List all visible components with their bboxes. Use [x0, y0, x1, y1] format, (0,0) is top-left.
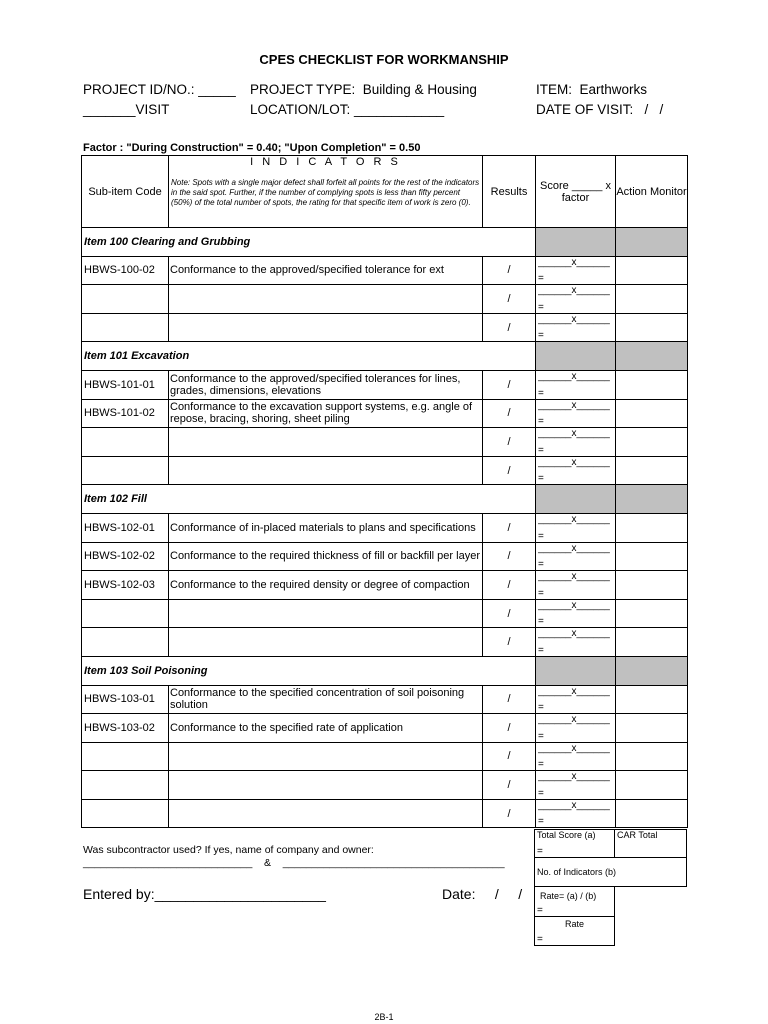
indicator-text[interactable]: Conformance to the specified rate of application: [169, 714, 483, 743]
action-monitor-header: Action Monitor: [616, 156, 688, 228]
rate-eq: =: [537, 934, 543, 945]
visit-field: _______VISIT: [83, 102, 170, 117]
score-multiplier: ______x______: [538, 399, 610, 411]
section-shaded-cell: [536, 656, 616, 685]
score-equals: =: [538, 587, 544, 599]
results-cell[interactable]: /: [483, 714, 536, 743]
section-shaded-cell: [616, 228, 688, 257]
score-cell[interactable]: [536, 370, 616, 399]
score-cell[interactable]: [536, 685, 616, 714]
page-number: 2B-1: [374, 1012, 394, 1022]
score-equals: =: [538, 559, 544, 571]
subitem-code[interactable]: HBWS-103-01: [82, 685, 169, 714]
score-multiplier: ______x______: [538, 256, 610, 268]
score-multiplier: ______x______: [538, 285, 610, 297]
action-monitor-cell[interactable]: [616, 542, 688, 571]
factor-note: Factor : "During Construction" = 0.40; "Upon Completion" = 0.50: [83, 142, 421, 154]
section-shaded-cell: [536, 228, 616, 257]
results-header: Results: [483, 156, 536, 228]
action-monitor-cell[interactable]: [616, 799, 688, 828]
subitem-code[interactable]: [82, 285, 169, 314]
score-equals: =: [538, 416, 544, 428]
subitem-code[interactable]: HBWS-102-03: [82, 571, 169, 600]
indicator-text[interactable]: Conformance to the required density or degree of compaction: [169, 571, 483, 600]
results-cell[interactable]: /: [483, 771, 536, 800]
subitem-code[interactable]: HBWS-101-01: [82, 370, 169, 399]
score-cell[interactable]: [536, 313, 616, 342]
indicator-text[interactable]: Conformance to the approved/specified tolerances for lines, grades, dimensions, elevations: [169, 370, 483, 399]
table-row: [82, 313, 688, 342]
subitem-code[interactable]: HBWS-102-02: [82, 542, 169, 571]
section-label: Item 103 Soil Poisoning: [82, 656, 536, 685]
score-multiplier: ______x______: [538, 456, 610, 468]
entered-by-field[interactable]: Entered by:______________________: [83, 886, 326, 902]
car-total-cell[interactable]: [615, 830, 687, 858]
rate-formula-label: Rate= (a) / (b): [540, 891, 597, 901]
action-monitor-cell[interactable]: [616, 742, 688, 771]
score-multiplier: ______x______: [538, 542, 610, 554]
score-cell[interactable]: [536, 571, 616, 600]
score-equals: =: [538, 616, 544, 628]
indicator-text[interactable]: [169, 428, 483, 457]
indicator-text[interactable]: Conformance to the required thickness of fill or backfill per layer: [169, 542, 483, 571]
table-row: [82, 370, 688, 399]
results-cell[interactable]: /: [483, 313, 536, 342]
subitem-code[interactable]: [82, 771, 169, 800]
indicator-text[interactable]: [169, 456, 483, 485]
entry-date-field[interactable]: Date: / /: [442, 886, 523, 902]
results-cell[interactable]: /: [483, 799, 536, 828]
score-equals: =: [538, 730, 544, 742]
car-total-label: CAR Total: [617, 830, 658, 840]
results-cell[interactable]: /: [483, 628, 536, 657]
section-row: [82, 485, 688, 514]
blank-cell: [615, 917, 687, 946]
table-row: [82, 742, 688, 771]
section-row: [82, 656, 688, 685]
score-multiplier: ______x______: [538, 428, 610, 440]
section-shaded-cell: [616, 485, 688, 514]
subitem-code[interactable]: HBWS-100-02: [82, 256, 169, 285]
subcontractor-line[interactable]: _____________________________ & ______________________________________: [83, 857, 505, 869]
score-equals: =: [538, 759, 544, 771]
score-header: Score _____ x factor: [536, 156, 616, 228]
indicator-text[interactable]: [169, 799, 483, 828]
project-id-field: PROJECT ID/NO.: _____: [83, 82, 236, 97]
table-row: [82, 542, 688, 571]
item-field: ITEM: Earthworks: [536, 82, 648, 97]
table-row: [82, 714, 688, 743]
subitem-code[interactable]: [82, 628, 169, 657]
subitem-code[interactable]: [82, 428, 169, 457]
score-cell[interactable]: [536, 428, 616, 457]
action-monitor-cell[interactable]: [616, 456, 688, 485]
score-cell[interactable]: [536, 742, 616, 771]
score-multiplier: ______x______: [538, 685, 610, 697]
score-cell[interactable]: [536, 771, 616, 800]
project-type-field: PROJECT TYPE: Building & Housing: [250, 82, 477, 97]
date-of-visit-field: DATE OF VISIT: / /: [536, 102, 664, 117]
checklist-table: [81, 155, 688, 828]
action-monitor-cell[interactable]: [616, 428, 688, 457]
subitem-code[interactable]: [82, 742, 169, 771]
results-cell[interactable]: /: [483, 513, 536, 542]
indicators-header: [169, 156, 483, 228]
score-equals: =: [538, 702, 544, 714]
table-header-row: [82, 156, 688, 228]
action-monitor-cell[interactable]: [616, 513, 688, 542]
subitem-code[interactable]: [82, 799, 169, 828]
results-cell[interactable]: /: [483, 370, 536, 399]
score-equals: =: [538, 816, 544, 828]
score-cell[interactable]: [536, 714, 616, 743]
results-cell[interactable]: /: [483, 456, 536, 485]
subitem-code[interactable]: HBWS-101-02: [82, 399, 169, 428]
action-monitor-cell[interactable]: [616, 399, 688, 428]
rate-formula-eq: =: [537, 905, 543, 916]
score-multiplier: ______x______: [538, 313, 610, 325]
score-equals: =: [538, 644, 544, 656]
score-cell[interactable]: [536, 799, 616, 828]
indicator-text[interactable]: Conformance of in-placed materials to plans and specifications: [169, 513, 483, 542]
score-cell[interactable]: [536, 513, 616, 542]
action-monitor-cell[interactable]: [616, 599, 688, 628]
score-cell[interactable]: [536, 599, 616, 628]
action-monitor-cell[interactable]: [616, 370, 688, 399]
score-equals: =: [538, 301, 544, 313]
indicator-text[interactable]: [169, 285, 483, 314]
table-row: [82, 628, 688, 657]
action-monitor-cell[interactable]: [616, 628, 688, 657]
section-label: Item 102 Fill: [82, 485, 536, 514]
table-row: [82, 571, 688, 600]
indicator-text[interactable]: [169, 599, 483, 628]
results-cell[interactable]: /: [483, 285, 536, 314]
score-multiplier: ______x______: [538, 742, 610, 754]
score-cell[interactable]: [536, 285, 616, 314]
score-cell[interactable]: [536, 256, 616, 285]
no-indicators-label: No. of Indicators (b): [537, 867, 617, 877]
results-cell[interactable]: /: [483, 685, 536, 714]
score-multiplier: ______x______: [538, 799, 610, 811]
action-monitor-cell[interactable]: [616, 256, 688, 285]
score-multiplier: ______x______: [538, 599, 610, 611]
score-cell[interactable]: [536, 628, 616, 657]
indicators-title: I N D I C A T O R S: [250, 156, 401, 168]
summary-table: [534, 829, 687, 946]
score-equals: =: [538, 387, 544, 399]
subitem-code[interactable]: [82, 313, 169, 342]
rate-label: Rate: [564, 919, 584, 929]
subcontractor-question: Was subcontractor used? If yes, name of company and owner:: [83, 844, 374, 856]
table-row: [82, 456, 688, 485]
indicator-text[interactable]: [169, 313, 483, 342]
table-row: [82, 256, 688, 285]
table-row: [82, 285, 688, 314]
score-cell[interactable]: [536, 542, 616, 571]
rate-cell[interactable]: [535, 917, 615, 946]
score-multiplier: ______x______: [538, 370, 610, 382]
indicator-text[interactable]: [169, 628, 483, 657]
section-shaded-cell: [536, 485, 616, 514]
action-monitor-cell[interactable]: [616, 571, 688, 600]
section-shaded-cell: [616, 342, 688, 371]
results-cell[interactable]: /: [483, 571, 536, 600]
subitem-code[interactable]: [82, 599, 169, 628]
rate-formula-cell[interactable]: [535, 887, 615, 917]
indicator-text[interactable]: Conformance to the approved/specified tolerance for ext: [169, 256, 483, 285]
indicators-note: Note: Spots with a single major defect shall forfeit all points for the rest of the indicators in the said spot. Further, if the number of complying spots is less than fifty percent (50%) of the total number of spots, the rating for that specific item of work is zero (0).: [171, 178, 480, 207]
table-row: [82, 428, 688, 457]
results-cell[interactable]: /: [483, 399, 536, 428]
subitem-code[interactable]: HBWS-103-02: [82, 714, 169, 743]
action-monitor-cell[interactable]: [616, 285, 688, 314]
indicator-text[interactable]: Conformance to the specified concentration of soil poisoning solution: [169, 685, 483, 714]
page-title: CPES CHECKLIST FOR WORKMANSHIP: [259, 52, 509, 67]
subitem-header: Sub-item Code: [82, 156, 169, 228]
score-multiplier: ______x______: [538, 513, 610, 525]
table-row: [82, 599, 688, 628]
table-row: [82, 685, 688, 714]
section-shaded-cell: [536, 342, 616, 371]
score-multiplier: ______x______: [538, 714, 610, 726]
table-row: [82, 799, 688, 828]
indicator-text[interactable]: Conformance to the excavation support systems, e.g. angle of repose, bracing, shoring, sheet piling: [169, 399, 483, 428]
table-row: [82, 771, 688, 800]
results-cell[interactable]: /: [483, 742, 536, 771]
action-monitor-cell[interactable]: [616, 685, 688, 714]
subitem-code[interactable]: HBWS-102-01: [82, 513, 169, 542]
total-score-eq: =: [537, 846, 543, 857]
blank-cell: [615, 887, 687, 917]
score-multiplier: ______x______: [538, 571, 610, 583]
table-row: [82, 399, 688, 428]
results-cell[interactable]: /: [483, 599, 536, 628]
score-multiplier: ______x______: [538, 771, 610, 783]
action-monitor-cell[interactable]: [616, 771, 688, 800]
score-multiplier: ______x______: [538, 628, 610, 640]
action-monitor-cell[interactable]: [616, 714, 688, 743]
indicator-text[interactable]: [169, 742, 483, 771]
score-cell[interactable]: [536, 456, 616, 485]
score-equals: =: [538, 473, 544, 485]
subitem-code[interactable]: [82, 456, 169, 485]
results-cell[interactable]: /: [483, 256, 536, 285]
indicator-text[interactable]: [169, 771, 483, 800]
section-shaded-cell: [616, 656, 688, 685]
section-row: [82, 342, 688, 371]
score-cell[interactable]: [536, 399, 616, 428]
score-equals: =: [538, 330, 544, 342]
table-row: [82, 513, 688, 542]
total-score-label: Total Score (a): [537, 830, 596, 840]
section-label: Item 101 Excavation: [82, 342, 536, 371]
action-monitor-cell[interactable]: [616, 313, 688, 342]
results-cell[interactable]: /: [483, 542, 536, 571]
section-row: [82, 228, 688, 257]
location-field: LOCATION/LOT: ____________: [250, 102, 445, 117]
section-label: Item 100 Clearing and Grubbing: [82, 228, 536, 257]
score-equals: =: [538, 530, 544, 542]
no-indicators-cell[interactable]: [535, 858, 687, 887]
score-equals: =: [538, 273, 544, 285]
score-equals: =: [538, 444, 544, 456]
score-equals: =: [538, 787, 544, 799]
total-score-cell[interactable]: [535, 830, 615, 858]
results-cell[interactable]: /: [483, 428, 536, 457]
